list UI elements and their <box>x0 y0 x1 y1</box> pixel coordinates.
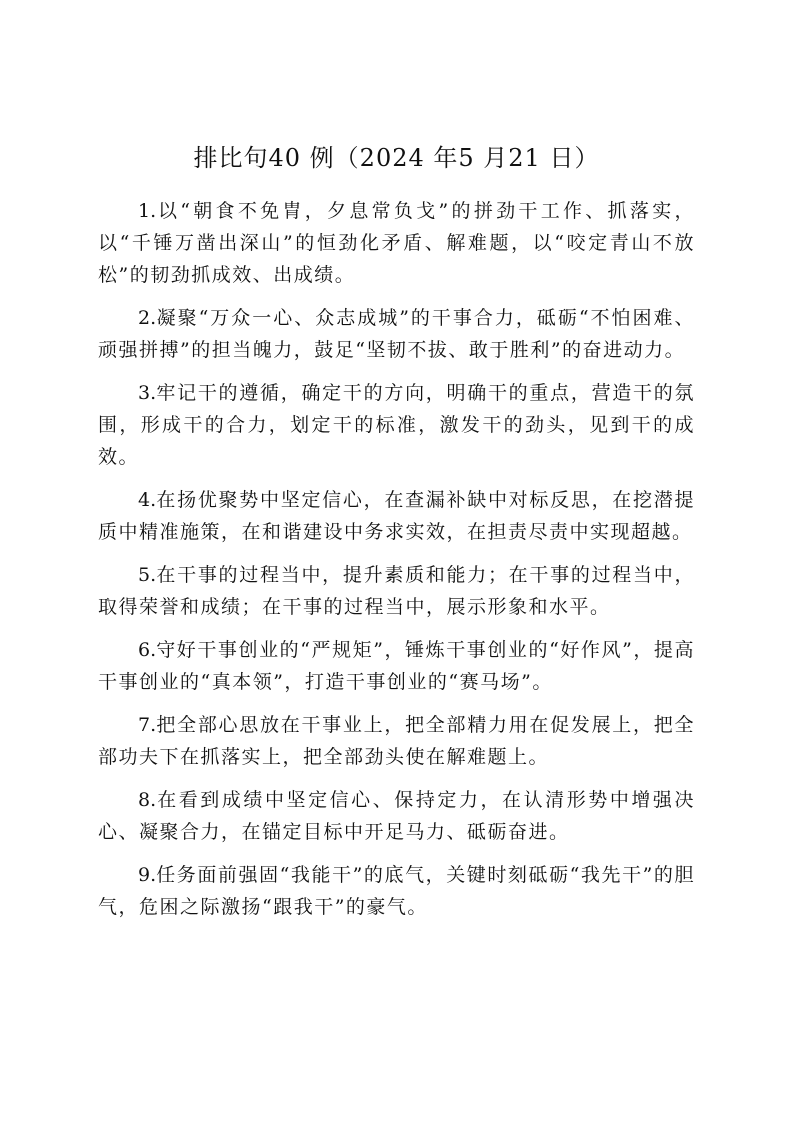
item-number: 3. <box>138 382 157 404</box>
item-text: 守好干事创业的“严规矩”，锤炼干事创业的“好作风”，提高干事创业的“真本领”，打造干事创业的“赛马场”。 <box>98 639 695 693</box>
item-text: 在扬优聚势中坚定信心，在查漏补缺中对标反思，在挖潜提质中精准施策，在和谐建设中务求实效，在担责尽责中实现超越。 <box>98 489 695 543</box>
list-item <box>98 559 695 623</box>
list-item <box>98 302 695 366</box>
document-body <box>98 195 695 934</box>
item-number: 4. <box>138 489 157 511</box>
item-text: 任务面前强固“我能干”的底气，关键时刻砥砺“我先干”的胆气，危困之际激扬“跟我干”的豪气。 <box>98 864 695 918</box>
item-text: 把全部心思放在干事业上，把全部精力用在促发展上，把全部功夫下在抓落实上，把全部劲头使在解难题上。 <box>98 714 695 768</box>
list-item <box>98 859 695 923</box>
list-item <box>98 484 695 548</box>
list-item <box>98 195 695 291</box>
item-text: 在干事的过程当中，提升素质和能力；在干事的过程当中，取得荣誉和成绩；在干事的过程当中，展示形象和水平。 <box>98 564 695 618</box>
item-number: 6. <box>138 639 157 661</box>
list-item <box>98 784 695 848</box>
item-text: 以“朝食不免胄，夕息常负戈”的拼劲干工作、抓落实，以“千锤万凿出深山”的恒劲化矛盾、解难题，以“咬定青山不放松”的韧劲抓成效、出成绩。 <box>98 200 695 286</box>
item-number: 5. <box>138 564 157 586</box>
list-item <box>98 634 695 698</box>
item-number: 2. <box>138 307 157 329</box>
item-number: 1. <box>138 200 157 222</box>
item-text: 牢记干的遵循，确定干的方向，明确干的重点，营造干的氛围，形成干的合力，划定干的标准，激发干的劲头，见到干的成效。 <box>98 382 695 468</box>
item-number: 8. <box>138 789 157 811</box>
list-item <box>98 709 695 773</box>
item-text: 在看到成绩中坚定信心、保持定力，在认清形势中增强决心、凝聚合力，在锚定目标中开足马力、砥砺奋进。 <box>98 789 695 843</box>
list-item <box>98 377 695 473</box>
item-number: 7. <box>138 714 157 736</box>
document-title: 排比句40 例（2024 年5 月21 日） <box>193 144 600 172</box>
item-text: 凝聚“万众一心、众志成城”的干事合力，砥砺“不怕困难、顽强拼搏”的担当魄力，鼓足“坚韧不拔、敢于胜利”的奋进动力。 <box>98 307 695 361</box>
item-number: 9. <box>138 864 157 886</box>
